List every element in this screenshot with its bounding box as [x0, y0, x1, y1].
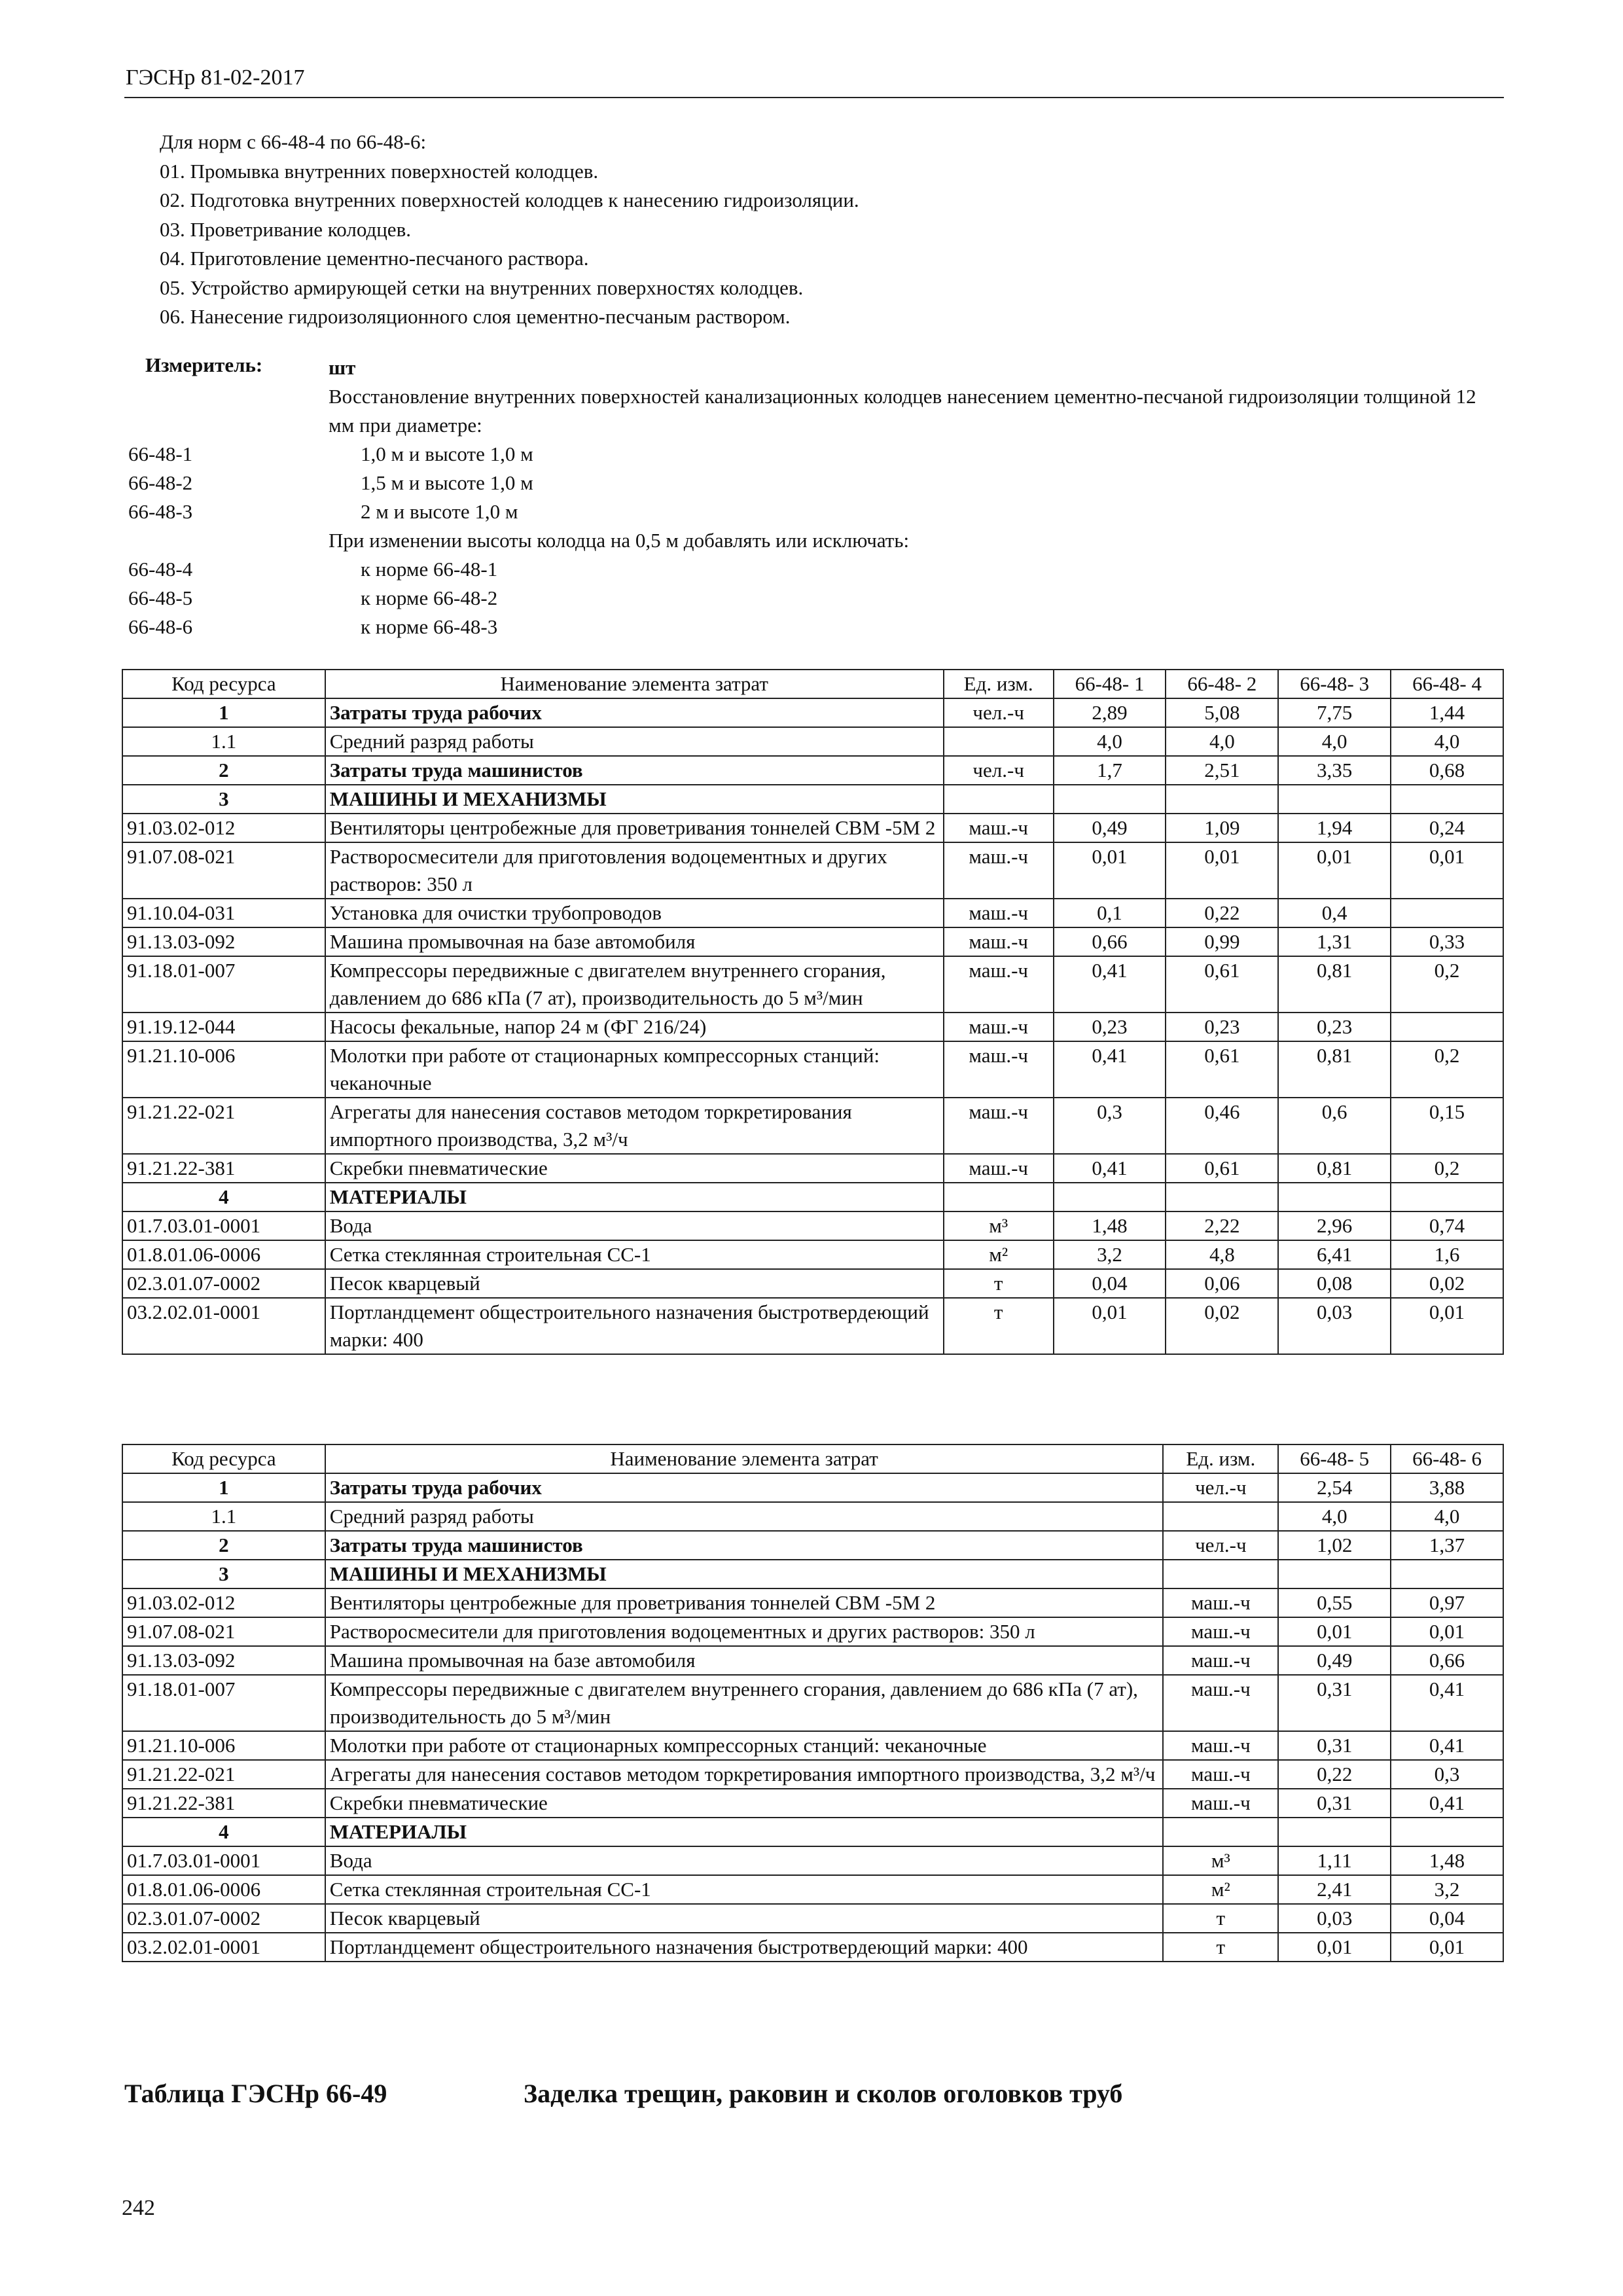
norm-value: 0,04	[1054, 1269, 1166, 1298]
column-header: Ед. изм.	[944, 670, 1054, 698]
norm-value: 0,66	[1054, 927, 1166, 956]
column-header: Ед. изм.	[1163, 1444, 1278, 1473]
norm-value: 0,23	[1278, 1013, 1391, 1041]
norm-value: 0,55	[1278, 1588, 1391, 1617]
resource-unit: маш.-ч	[1163, 1760, 1278, 1789]
table-row	[122, 1588, 1503, 1617]
norm-value: 0,23	[1166, 1013, 1278, 1041]
resource-name: Сетка стеклянная строительная СС-1	[325, 1875, 1164, 1904]
resource-unit: маш.-ч	[944, 927, 1054, 956]
column-header: Наименование элемента затрат	[325, 1444, 1164, 1473]
operation-item: 06. Нанесение гидроизоляционного слоя цементно-песчаным раствором.	[160, 305, 791, 328]
norm-value: 3,2	[1054, 1240, 1166, 1269]
norm-value: 1,02	[1278, 1531, 1391, 1560]
column-header: 66-48- 5	[1278, 1444, 1391, 1473]
resource-name: Скребки пневматические	[325, 1789, 1164, 1818]
resource-name: Затраты труда машинистов	[325, 756, 944, 785]
norm-code: 66-48-4	[128, 558, 193, 581]
resource-table-2	[122, 1444, 1504, 1962]
table-section-row	[122, 1560, 1503, 1588]
norm-value	[1278, 1818, 1391, 1846]
resource-code: 02.3.01.07-0002	[122, 1269, 325, 1298]
resource-code: 91.03.02-012	[122, 814, 325, 842]
resource-unit: маш.-ч	[944, 842, 1054, 899]
resource-name: Агрегаты для нанесения составов методом торкретирования импортного производства, 3,2 м³/ч	[325, 1760, 1164, 1789]
resource-unit: чел.-ч	[1163, 1531, 1278, 1560]
table-row	[122, 1675, 1503, 1731]
norm-value: 2,51	[1166, 756, 1278, 785]
resource-unit	[1163, 1818, 1278, 1846]
norm-value: 0,68	[1391, 756, 1503, 785]
norm-value: 0,41	[1391, 1789, 1503, 1818]
norm-value: 0,01	[1391, 1933, 1503, 1962]
norm-value: 3,35	[1278, 756, 1391, 785]
norm-value: 6,41	[1278, 1240, 1391, 1269]
resource-name: Вода	[325, 1846, 1164, 1875]
column-header: 66-48- 1	[1054, 670, 1166, 698]
resource-name: МАТЕРИАЛЫ	[325, 1183, 944, 1211]
norm-value: 4,0	[1054, 727, 1166, 756]
norm-value	[1391, 899, 1503, 927]
resource-name: МАШИНЫ И МЕХАНИЗМЫ	[325, 1560, 1164, 1588]
resource-unit: т	[1163, 1904, 1278, 1933]
column-header: 66-48- 6	[1391, 1444, 1503, 1473]
norm-value: 0,06	[1166, 1269, 1278, 1298]
resource-name: Растворосмесители для приготовления водоцементных и других растворов: 350 л	[325, 1617, 1164, 1646]
table-row	[122, 1298, 1503, 1354]
norm-value: 0,01	[1166, 842, 1278, 899]
resource-name: Скребки пневматические	[325, 1154, 944, 1183]
table-row	[122, 814, 1503, 842]
resource-code: 1.1	[122, 727, 325, 756]
resource-unit: маш.-ч	[1163, 1646, 1278, 1675]
norm-value: 0,22	[1166, 899, 1278, 927]
norm-description: 1,0 м и высоте 1,0 м	[361, 442, 533, 465]
table-row	[122, 1013, 1503, 1041]
table-row	[122, 1731, 1503, 1760]
resource-code: 1	[122, 698, 325, 727]
norm-code: 66-48-2	[128, 471, 193, 494]
norm-value: 0,02	[1166, 1298, 1278, 1354]
norm-value: 1,09	[1166, 814, 1278, 842]
norm-value: 0,2	[1391, 956, 1503, 1013]
norm-value: 2,89	[1054, 698, 1166, 727]
resource-unit: м²	[1163, 1875, 1278, 1904]
resource-unit: маш.-ч	[1163, 1588, 1278, 1617]
norm-code: 66-48-5	[128, 586, 193, 609]
resource-code: 01.7.03.01-0001	[122, 1211, 325, 1240]
table-section-row	[122, 1531, 1503, 1560]
norm-value: 0,61	[1166, 956, 1278, 1013]
resource-code: 01.7.03.01-0001	[122, 1846, 325, 1875]
meter-label: Измеритель:	[145, 353, 263, 376]
resource-unit: маш.-ч	[944, 1041, 1054, 1098]
next-table-title: Заделка трещин, раковин и сколов оголовков труб	[524, 2079, 1123, 2108]
norm-value: 0,74	[1391, 1211, 1503, 1240]
resource-name: Компрессоры передвижные с двигателем внутреннего сгорания, давлением до 686 кПа (7 ат), производительность до 5 м³/мин	[325, 956, 944, 1013]
norm-value: 0,2	[1391, 1041, 1503, 1098]
table-row	[122, 1789, 1503, 1818]
resource-name: Установка для очистки трубопроводов	[325, 899, 944, 927]
resource-unit: маш.-ч	[1163, 1789, 1278, 1818]
resource-code: 1.1	[122, 1502, 325, 1531]
norm-value: 3,88	[1391, 1473, 1503, 1502]
norm-value: 0,46	[1166, 1098, 1278, 1154]
table-row	[122, 1098, 1503, 1154]
norm-value: 0,41	[1391, 1675, 1503, 1731]
norm-value	[1278, 1560, 1391, 1588]
table-row	[122, 1617, 1503, 1646]
table-row	[122, 956, 1503, 1013]
resource-name: Молотки при работе от стационарных компрессорных станций: чеканочные	[325, 1041, 944, 1098]
norm-code: 66-48-3	[128, 500, 193, 523]
norm-description: 1,5 м и высоте 1,0 м	[361, 471, 533, 494]
table-row	[122, 1846, 1503, 1875]
resource-code: 91.21.22-021	[122, 1760, 325, 1789]
norm-value: 0,99	[1166, 927, 1278, 956]
table-row	[122, 927, 1503, 956]
norm-description: к норме 66-48-3	[361, 615, 498, 638]
norm-value: 2,41	[1278, 1875, 1391, 1904]
table-section-row	[122, 1473, 1503, 1502]
resource-code: 91.21.22-381	[122, 1789, 325, 1818]
document-code: ГЭСНр 81-02-2017	[126, 65, 305, 90]
norm-value: 4,0	[1166, 727, 1278, 756]
table-row	[122, 1041, 1503, 1098]
resource-unit: маш.-ч	[1163, 1617, 1278, 1646]
resource-code: 03.2.02.01-0001	[122, 1298, 325, 1354]
resource-name: Компрессоры передвижные с двигателем внутреннего сгорания, давлением до 686 кПа (7 ат), производительность до 5 м³/мин	[325, 1675, 1164, 1731]
resource-code: 91.13.03-092	[122, 1646, 325, 1675]
norm-value: 0,81	[1278, 1041, 1391, 1098]
resource-code: 4	[122, 1183, 325, 1211]
norm-value: 0,61	[1166, 1154, 1278, 1183]
operation-item: 04. Приготовление цементно-песчаного раствора.	[160, 247, 589, 270]
norm-value: 1,48	[1054, 1211, 1166, 1240]
resource-code: 91.03.02-012	[122, 1588, 325, 1617]
resource-code: 1	[122, 1473, 325, 1502]
resource-name: Затраты труда рабочих	[325, 1473, 1164, 1502]
norm-value: 4,0	[1278, 1502, 1391, 1531]
resource-unit: чел.-ч	[1163, 1473, 1278, 1502]
norm-value: 0,41	[1054, 1154, 1166, 1183]
resource-name: МАШИНЫ И МЕХАНИЗМЫ	[325, 785, 944, 814]
table-row	[122, 1502, 1503, 1531]
norm-value: 7,75	[1278, 698, 1391, 727]
column-header: 66-48- 4	[1391, 670, 1503, 698]
norm-value	[1054, 785, 1166, 814]
norm-value: 0,02	[1391, 1269, 1503, 1298]
norm-value: 0,97	[1391, 1588, 1503, 1617]
norm-value: 0,01	[1391, 1298, 1503, 1354]
column-header: 66-48- 2	[1166, 670, 1278, 698]
resource-name: Сетка стеклянная строительная СС-1	[325, 1240, 944, 1269]
resource-name: Песок кварцевый	[325, 1269, 944, 1298]
column-header: Наименование элемента затрат	[325, 670, 944, 698]
resource-table-1	[122, 669, 1504, 1355]
resource-unit	[944, 1183, 1054, 1211]
norm-description: к норме 66-48-2	[361, 586, 498, 609]
resource-unit: чел.-ч	[944, 756, 1054, 785]
meter-block	[329, 353, 1493, 440]
resource-unit: чел.-ч	[944, 698, 1054, 727]
norm-value: 0,01	[1278, 842, 1391, 899]
norm-value: 0,33	[1391, 927, 1503, 956]
resource-unit: м³	[944, 1211, 1054, 1240]
resource-code: 91.07.08-021	[122, 1617, 325, 1646]
norm-value: 0,23	[1054, 1013, 1166, 1041]
norm-value: 0,61	[1166, 1041, 1278, 1098]
resource-name: Средний разряд работы	[325, 1502, 1164, 1531]
resource-unit: маш.-ч	[1163, 1731, 1278, 1760]
norm-code: 66-48-6	[128, 615, 193, 638]
column-header: Код ресурса	[122, 670, 325, 698]
norm-value: 0,24	[1391, 814, 1503, 842]
resource-unit: маш.-ч	[944, 814, 1054, 842]
operation-item: 03. Проветривание колодцев.	[160, 217, 411, 241]
resource-code: 91.18.01-007	[122, 1675, 325, 1731]
next-table-caption: Таблица ГЭСНр 66-49	[124, 2079, 387, 2108]
table-row	[122, 1646, 1503, 1675]
resource-unit	[944, 785, 1054, 814]
table-row	[122, 1211, 1503, 1240]
resource-unit: маш.-ч	[944, 1013, 1054, 1041]
table-row	[122, 1760, 1503, 1789]
norm-code: 66-48-1	[128, 442, 193, 465]
resource-name: Средний разряд работы	[325, 727, 944, 756]
norm-value: 2,54	[1278, 1473, 1391, 1502]
table-section-row	[122, 756, 1503, 785]
norm-value	[1278, 1183, 1391, 1211]
resource-unit: м³	[1163, 1846, 1278, 1875]
operation-item: 02. Подготовка внутренних поверхностей колодцев к нанесению гидроизоляции.	[160, 188, 859, 211]
norm-value: 0,15	[1391, 1098, 1503, 1154]
table-row	[122, 1154, 1503, 1183]
resource-code: 3	[122, 1560, 325, 1588]
resource-code: 2	[122, 756, 325, 785]
norm-value: 0,41	[1054, 956, 1166, 1013]
resource-name: Портландцемент общестроительного назначения быстротвердеющий марки: 400	[325, 1298, 944, 1354]
norm-value: 1,6	[1391, 1240, 1503, 1269]
resource-name: Вентиляторы центробежные для проветривания тоннелей СВМ -5М 2	[325, 814, 944, 842]
resource-code: 4	[122, 1818, 325, 1846]
norm-value: 4,0	[1391, 727, 1503, 756]
resource-unit: т	[944, 1269, 1054, 1298]
resource-name: Растворосмесители для приготовления водоцементных и других растворов: 350 л	[325, 842, 944, 899]
norm-value	[1391, 1013, 1503, 1041]
norm-value: 0,31	[1278, 1731, 1391, 1760]
norm-value: 1,48	[1391, 1846, 1503, 1875]
norm-value	[1054, 1183, 1166, 1211]
resource-code: 91.21.22-021	[122, 1098, 325, 1154]
norm-value: 0,03	[1278, 1904, 1391, 1933]
resource-name: Машина промывочная на базе автомобиля	[325, 1646, 1164, 1675]
norm-value: 0,3	[1054, 1098, 1166, 1154]
resource-unit: маш.-ч	[944, 1098, 1054, 1154]
column-header: Код ресурса	[122, 1444, 325, 1473]
resource-code: 91.10.04-031	[122, 899, 325, 927]
resource-code: 02.3.01.07-0002	[122, 1904, 325, 1933]
table-section-row	[122, 1183, 1503, 1211]
norm-value: 0,49	[1054, 814, 1166, 842]
resource-name: Насосы фекальные, напор 24 м (ФГ 216/24)	[325, 1013, 944, 1041]
table-section-row	[122, 1818, 1503, 1846]
resource-unit: т	[944, 1298, 1054, 1354]
norm-value: 0,04	[1391, 1904, 1503, 1933]
norm-value: 4,8	[1166, 1240, 1278, 1269]
table-row	[122, 727, 1503, 756]
norm-value	[1166, 1183, 1278, 1211]
resource-unit	[1163, 1502, 1278, 1531]
norm-value	[1166, 785, 1278, 814]
norm-value: 0,01	[1054, 842, 1166, 899]
resource-name: Портландцемент общестроительного назначения быстротвердеющий марки: 400	[325, 1933, 1164, 1962]
resource-name: Молотки при работе от стационарных компрессорных станций: чеканочные	[325, 1731, 1164, 1760]
operation-item: 01. Промывка внутренних поверхностей колодцев.	[160, 159, 599, 183]
table-row	[122, 1904, 1503, 1933]
norm-description: 2 м и высоте 1,0 м	[361, 500, 518, 523]
resource-code: 91.19.12-044	[122, 1013, 325, 1041]
resource-unit: маш.-ч	[944, 899, 1054, 927]
norm-value: 0,1	[1054, 899, 1166, 927]
resource-unit: маш.-ч	[944, 956, 1054, 1013]
resource-code: 91.21.10-006	[122, 1041, 325, 1098]
resource-name: Машина промывочная на базе автомобиля	[325, 927, 944, 956]
resource-code: 91.13.03-092	[122, 927, 325, 956]
norm-note: При изменении высоты колодца на 0,5 м добавлять или исключать:	[329, 529, 910, 552]
operation-item: 05. Устройство армирующей сетки на внутренних поверхностях колодцев.	[160, 276, 804, 299]
norm-value	[1391, 1818, 1503, 1846]
norm-value	[1391, 785, 1503, 814]
meter-description: Восстановление внутренних поверхностей канализационных колодцев нанесением цементно-песчаной гидроизоляции толщиной 12 мм при диаметре:	[329, 385, 1476, 437]
norm-value: 0,22	[1278, 1760, 1391, 1789]
table-header-row	[122, 1444, 1503, 1473]
meter-unit: шт	[329, 356, 356, 379]
resource-name: Агрегаты для нанесения составов методом торкретирования импортного производства, 3,2 м³/ч	[325, 1098, 944, 1154]
norm-value: 0,01	[1391, 842, 1503, 899]
resource-name: Вода	[325, 1211, 944, 1240]
norm-value: 0,66	[1391, 1646, 1503, 1675]
norm-value: 0,01	[1054, 1298, 1166, 1354]
norm-value: 0,03	[1278, 1298, 1391, 1354]
table-row	[122, 1875, 1503, 1904]
norm-value: 2,22	[1166, 1211, 1278, 1240]
resource-name: Затраты труда машинистов	[325, 1531, 1164, 1560]
norm-value	[1391, 1183, 1503, 1211]
norm-value: 1,37	[1391, 1531, 1503, 1560]
table-row	[122, 1269, 1503, 1298]
table-section-row	[122, 785, 1503, 814]
norm-value: 0,41	[1391, 1731, 1503, 1760]
norm-value: 0,81	[1278, 956, 1391, 1013]
resource-code: 03.2.02.01-0001	[122, 1933, 325, 1962]
norm-value: 0,01	[1278, 1933, 1391, 1962]
resource-name: Затраты труда рабочих	[325, 698, 944, 727]
norm-value: 0,31	[1278, 1789, 1391, 1818]
norm-value: 0,01	[1391, 1617, 1503, 1646]
resource-code: 91.21.22-381	[122, 1154, 325, 1183]
resource-code: 91.21.10-006	[122, 1731, 325, 1760]
norm-value: 0,2	[1391, 1154, 1503, 1183]
table-row	[122, 899, 1503, 927]
norm-value: 1,94	[1278, 814, 1391, 842]
resource-code: 3	[122, 785, 325, 814]
norm-value	[1278, 785, 1391, 814]
resource-unit: маш.-ч	[1163, 1675, 1278, 1731]
resource-unit: м²	[944, 1240, 1054, 1269]
norm-description: к норме 66-48-1	[361, 558, 498, 581]
operations-list	[160, 128, 859, 332]
resource-name: МАТЕРИАЛЫ	[325, 1818, 1164, 1846]
norm-value: 1,11	[1278, 1846, 1391, 1875]
resource-unit: маш.-ч	[944, 1154, 1054, 1183]
norm-value: 0,08	[1278, 1269, 1391, 1298]
table-section-row	[122, 698, 1503, 727]
norm-value: 0,01	[1278, 1617, 1391, 1646]
resource-code: 91.18.01-007	[122, 956, 325, 1013]
norm-value: 4,0	[1391, 1502, 1503, 1531]
norm-value: 0,41	[1054, 1041, 1166, 1098]
norm-value: 4,0	[1278, 727, 1391, 756]
resource-name: Песок кварцевый	[325, 1904, 1164, 1933]
resource-unit	[1163, 1560, 1278, 1588]
operations-intro: Для норм с 66-48-4 по 66-48-6:	[160, 130, 427, 153]
norm-value: 5,08	[1166, 698, 1278, 727]
norm-value: 0,3	[1391, 1760, 1503, 1789]
table-header-row	[122, 670, 1503, 698]
norm-value: 1,7	[1054, 756, 1166, 785]
table-row	[122, 1933, 1503, 1962]
norm-value: 0,4	[1278, 899, 1391, 927]
column-header: 66-48- 3	[1278, 670, 1391, 698]
resource-name: Вентиляторы центробежные для проветривания тоннелей СВМ -5М 2	[325, 1588, 1164, 1617]
norm-value: 3,2	[1391, 1875, 1503, 1904]
norm-value	[1391, 1560, 1503, 1588]
resource-code: 2	[122, 1531, 325, 1560]
norm-value: 0,49	[1278, 1646, 1391, 1675]
norm-value: 0,81	[1278, 1154, 1391, 1183]
resource-unit: т	[1163, 1933, 1278, 1962]
norm-value: 0,6	[1278, 1098, 1391, 1154]
table-row	[122, 1240, 1503, 1269]
norm-value: 0,31	[1278, 1675, 1391, 1731]
page-number: 242	[122, 2196, 155, 2220]
table-row	[122, 842, 1503, 899]
header-divider	[124, 97, 1504, 98]
norm-value: 2,96	[1278, 1211, 1391, 1240]
resource-code: 91.07.08-021	[122, 842, 325, 899]
norm-value: 1,44	[1391, 698, 1503, 727]
resource-unit	[944, 727, 1054, 756]
resource-code: 01.8.01.06-0006	[122, 1875, 325, 1904]
norm-value: 1,31	[1278, 927, 1391, 956]
resource-code: 01.8.01.06-0006	[122, 1240, 325, 1269]
